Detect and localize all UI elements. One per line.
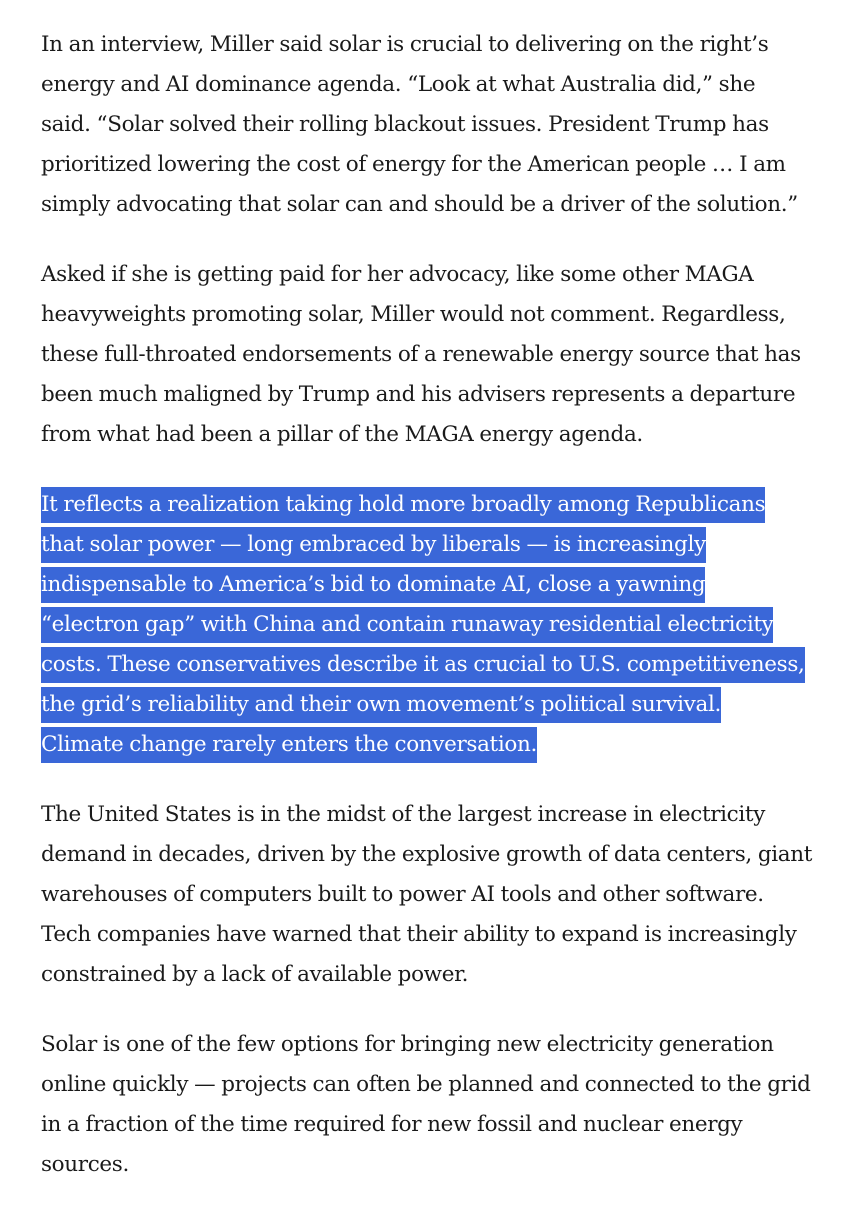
selected-text-line[interactable]	[41, 725, 846, 765]
paragraph-advocacy-question	[41, 255, 846, 455]
text-line: prioritized lowering the cost of energy for the American people … I am	[41, 152, 786, 177]
text-line: simply advocating that solar can and should be a driver of the solution.”	[41, 192, 798, 217]
selection-highlight[interactable]: that solar power — long embraced by liberals — is increasingly	[41, 527, 706, 563]
selected-text-line[interactable]	[41, 645, 846, 685]
text-line: demand in decades, driven by the explosive growth of data centers, giant	[41, 842, 813, 867]
selected-text-line[interactable]	[41, 605, 846, 645]
selected-text-line[interactable]	[41, 525, 846, 565]
paragraph-solar-options	[41, 1025, 846, 1185]
paragraph-electricity-demand	[41, 795, 846, 995]
text-line: Asked if she is getting paid for her advocacy, like some other MAGA	[41, 262, 754, 287]
text-line: Tech companies have warned that their ability to expand is increasingly	[41, 922, 797, 947]
text-line: energy and AI dominance agenda. “Look at what Australia did,” she	[41, 72, 756, 97]
paragraph-selected-republican-realization[interactable]	[41, 485, 846, 765]
text-line: constrained by a lack of available power.	[41, 962, 469, 987]
paragraph-miller-interview	[41, 25, 846, 225]
text-line: online quickly — projects can often be planned and connected to the grid	[41, 1072, 811, 1097]
text-line: from what had been a pillar of the MAGA energy agenda.	[41, 422, 643, 447]
selection-highlight[interactable]: the grid’s reliability and their own movement’s political survival.	[41, 687, 721, 723]
text-line: these full-throated endorsements of a renewable energy source that has	[41, 342, 801, 367]
text-line: been much maligned by Trump and his advisers represents a departure	[41, 382, 796, 407]
text-line: warehouses of computers built to power AI tools and other software.	[41, 882, 764, 907]
text-line: heavyweights promoting solar, Miller would not comment. Regardless,	[41, 302, 786, 327]
text-line: In an interview, Miller said solar is crucial to delivering on the right’s	[41, 32, 769, 57]
selection-highlight[interactable]: “electron gap” with China and contain runaway residential electricity	[41, 607, 773, 643]
selection-highlight[interactable]: Climate change rarely enters the conversation.	[41, 727, 537, 763]
selection-highlight[interactable]: indispensable to America’s bid to dominate AI, close a yawning	[41, 567, 705, 603]
selected-text-line[interactable]	[41, 485, 846, 525]
selection-highlight[interactable]: costs. These conservatives describe it as crucial to U.S. competitiveness,	[41, 647, 805, 683]
selected-text-line[interactable]	[41, 565, 846, 605]
text-line: said. “Solar solved their rolling blackout issues. President Trump has	[41, 112, 769, 137]
text-line: The United States is in the midst of the largest increase in electricity	[41, 802, 765, 827]
text-line: in a fraction of the time required for new fossil and nuclear energy	[41, 1112, 743, 1137]
selected-text-line[interactable]	[41, 685, 846, 725]
text-line: Solar is one of the few options for bringing new electricity generation	[41, 1032, 774, 1057]
article-body	[41, 25, 846, 1215]
text-line: sources.	[41, 1152, 129, 1177]
selection-highlight[interactable]: It reflects a realization taking hold more broadly among Republicans	[41, 487, 765, 523]
